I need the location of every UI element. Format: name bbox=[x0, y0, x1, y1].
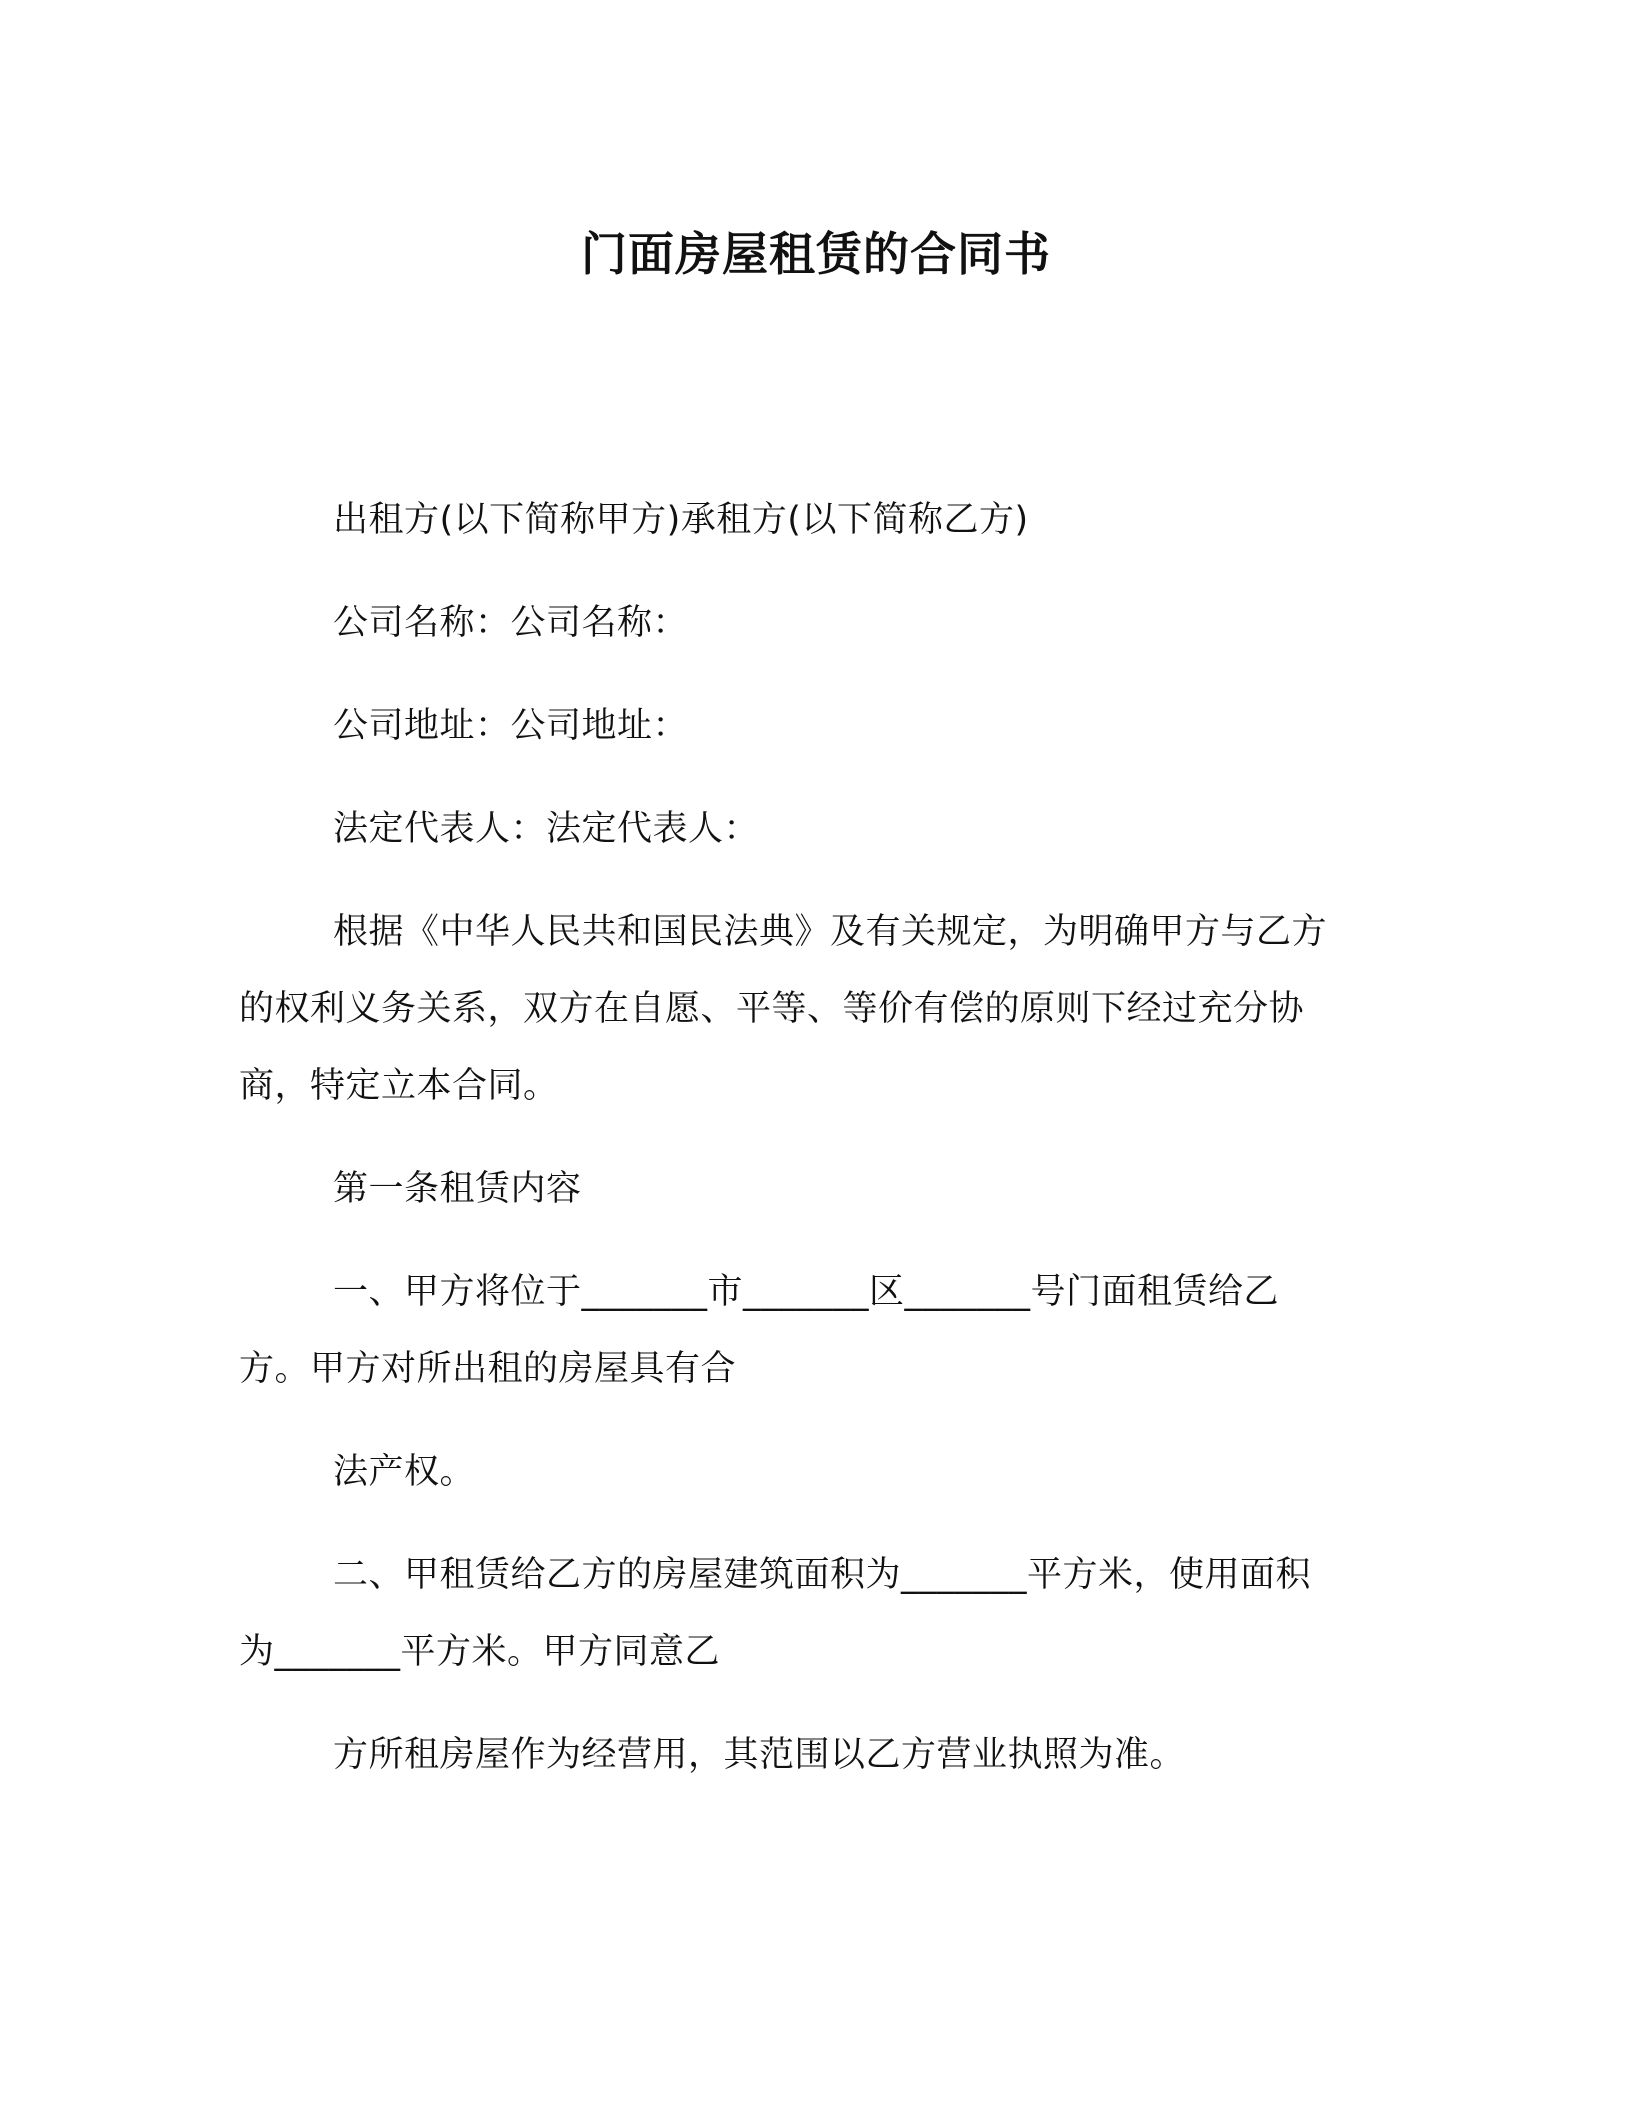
clause-1-line-3: 法产权。 bbox=[333, 1452, 476, 1492]
clause-2-line-3: 方所租房屋作为经营用，其范围以乙方营业执照为准。 bbox=[333, 1735, 1186, 1775]
clause-2-line-1: 二、甲租赁给乙方的房屋建筑面积为_______平方米，使用面积 bbox=[333, 1555, 1312, 1595]
document-title: 门面房屋租赁的合同书 bbox=[581, 227, 1051, 281]
company-name-line: 公司名称：公司名称： bbox=[333, 603, 689, 643]
clause-2-line-2: 为_______平方米。甲方同意乙 bbox=[239, 1632, 721, 1672]
company-address-line: 公司地址：公司地址： bbox=[333, 706, 689, 746]
legal-representative-line: 法定代表人：法定代表人： bbox=[333, 809, 760, 849]
preamble-line-2: 的权利义务关系，双方在自愿、平等、等价有偿的原则下经过充分协 bbox=[239, 989, 1305, 1029]
preamble-line-3: 商，特定立本合同。 bbox=[239, 1066, 559, 1106]
preamble-line-1: 根据《中华人民共和国民法典》及有关规定，为明确甲方与乙方 bbox=[333, 912, 1328, 952]
clause-1-line-1: 一、甲方将位于_______市_______区_______号门面租赁给乙 bbox=[333, 1272, 1280, 1312]
article-1-heading: 第一条租赁内容 bbox=[333, 1169, 582, 1209]
parties-line: 出租方(以下简称甲方)承租方(以下简称乙方) bbox=[333, 500, 1029, 540]
clause-1-line-2: 方。甲方对所出租的房屋具有合 bbox=[239, 1349, 737, 1389]
